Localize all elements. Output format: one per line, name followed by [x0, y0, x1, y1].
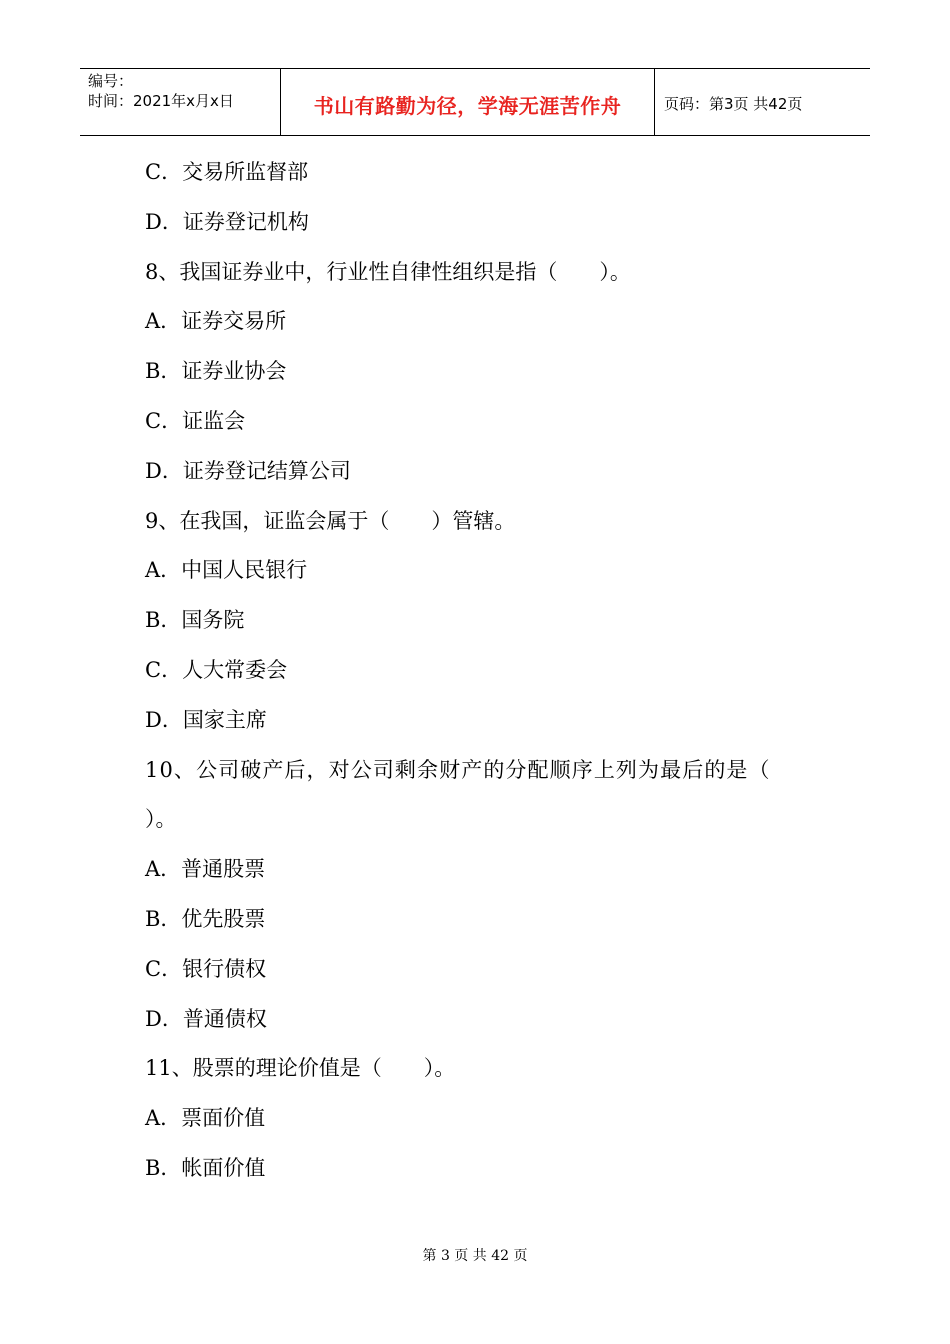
option-c-npc-standing-committee: C．人大常委会	[145, 657, 288, 682]
option-b-securities-association: B．证券业协会	[145, 359, 287, 384]
document-body	[145, 158, 825, 1204]
option-c-exchange-supervision: C．交易所监督部	[145, 160, 309, 184]
question-10-continued: ）。	[145, 807, 177, 832]
page-header	[80, 68, 870, 136]
header-motto: 书山有路勤为径，学海无涯苦作舟	[281, 69, 655, 135]
option-d-ordinary-claims: D．普通债权	[145, 1006, 267, 1031]
option-c-csrc: C．证监会	[145, 408, 246, 433]
option-c-bank-claims: C．银行债权	[145, 956, 267, 981]
page-footer: 第 3 页 共 42 页	[422, 1248, 528, 1264]
question-11: 11、股票的理论价值是（ ）。	[145, 1056, 456, 1081]
option-d-president: D．国家主席	[145, 707, 267, 732]
option-a-stock-exchange: A．证券交易所	[145, 309, 287, 334]
question-10: 10、公司破产后，对公司剩余财产的分配顺序上列为最后的是（	[145, 757, 771, 782]
option-b-book-value: B．帐面价值	[145, 1155, 266, 1180]
option-b-preferred-stock: B．优先股票	[145, 906, 266, 931]
option-d-registration-agency: D．证券登记机构	[145, 209, 309, 234]
option-a-par-value: A．票面价值	[145, 1106, 266, 1131]
option-a-central-bank: A．中国人民银行	[145, 558, 308, 583]
header-meta	[80, 69, 281, 135]
option-a-common-stock: A．普通股票	[145, 857, 266, 882]
document-time-label: 时间：2021年x月x日	[88, 92, 234, 110]
option-b-state-council: B．国务院	[145, 608, 245, 633]
document-number-label: 编号：	[88, 72, 134, 90]
question-9: 9、在我国，证监会属于（ ）管辖。	[145, 508, 516, 533]
question-8: 8、我国证券业中，行业性自律性组织是指（ ）。	[145, 259, 631, 284]
option-d-clearing-company: D．证券登记结算公司	[145, 458, 351, 483]
header-page-number: 页码：第3页 共42页	[664, 94, 803, 113]
